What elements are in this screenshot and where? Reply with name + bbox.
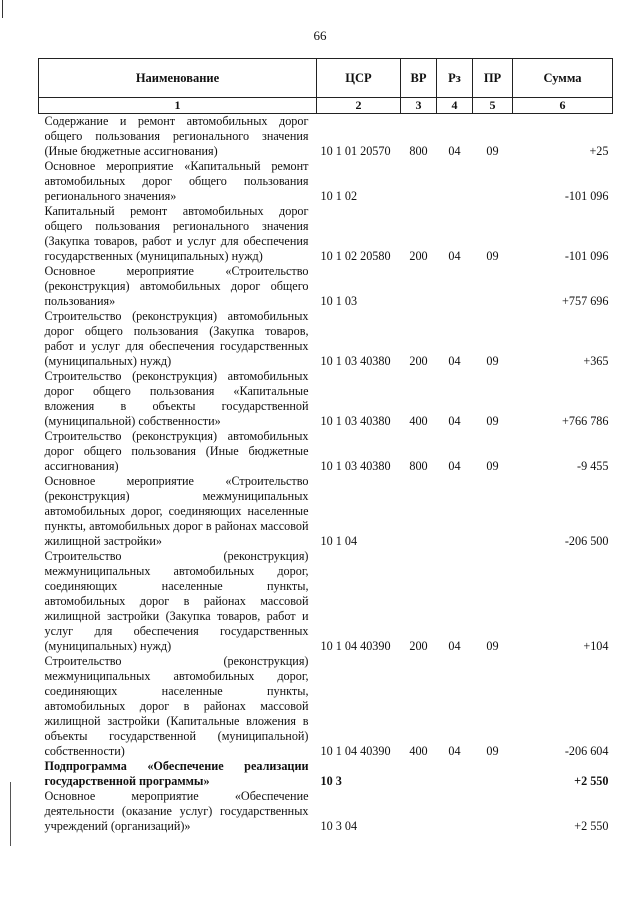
cell-csr: 10 1 03 40380 (320, 414, 391, 428)
cell-sum: -206 604 (564, 744, 609, 758)
cell-rz (437, 759, 473, 789)
cell-sum: +766 786 (562, 414, 609, 428)
header-pr: ПР (473, 59, 513, 98)
page-number: 66 (313, 28, 327, 43)
cell-vr (401, 759, 437, 789)
cell-name: Строительство (реконструкция) межмуниципальных автомобильных дорог, соединяющих населенные пункты, автомобильных дорог в районах массовой жилищной застройки (Капитальные вложения в объекты государственной (муниципальной) собственности) (44, 654, 309, 758)
cell-vr: 800 (409, 144, 428, 158)
cell-sum: -101 096 (564, 189, 609, 203)
edge-mark (2, 0, 3, 18)
cell-csr: 10 1 03 40380 (320, 354, 391, 368)
col-num-2: 2 (317, 98, 401, 114)
cell-name: Содержание и ремонт автомобильных дорог общего пользования регионального значения (Иные бюджетные ассигнования) (44, 114, 309, 158)
cell-pr: 09 (486, 459, 499, 473)
cell-vr (401, 264, 437, 309)
cell-pr: 09 (486, 414, 499, 428)
cell-rz: 04 (448, 414, 461, 428)
cell-pr: 09 (486, 354, 499, 368)
header-rz: Рз (437, 59, 473, 98)
cell-rz: 04 (448, 639, 461, 653)
cell-rz (437, 474, 473, 549)
cell-name: Строительство (реконструкция) автомобильных дорог общего пользования «Капитальные вложения в объекты государственной (муниципальной) собственности» (44, 369, 309, 428)
cell-rz: 04 (448, 744, 461, 758)
cell-rz: 04 (448, 144, 461, 158)
cell-csr: 10 1 02 (320, 189, 358, 203)
cell-vr: 400 (409, 414, 428, 428)
cell-sum: +365 (583, 354, 609, 368)
cell-sum: -9 455 (577, 459, 609, 473)
cell-name: Подпрограмма «Обеспечение реализации государственной программы» (44, 759, 309, 788)
cell-csr: 10 1 04 (320, 534, 358, 548)
table-row (39, 309, 613, 369)
cell-rz (437, 789, 473, 834)
cell-name: Основное мероприятие «Обеспечение деятельности (оказание услуг) государственных учреждений (организаций)» (44, 789, 309, 833)
cell-sum: +25 (589, 144, 609, 158)
cell-pr: 09 (486, 639, 499, 653)
cell-vr: 200 (409, 354, 428, 368)
table-row (39, 759, 613, 789)
cell-pr (473, 789, 513, 834)
cell-csr: 10 1 04 40390 (320, 744, 391, 758)
cell-pr: 09 (486, 249, 499, 263)
cell-name: Капитальный ремонт автомобильных дорог общего пользования регионального значения (Закупка товаров, работ и услуг для обеспечения государственных (муниципальных) нужд) (44, 204, 309, 263)
cell-vr (401, 789, 437, 834)
cell-name: Строительство (реконструкция) автомобильных дорог общего пользования (Иные бюджетные ассигнования) (44, 429, 309, 473)
cell-csr: 10 3 (320, 774, 342, 788)
cell-name: Строительство (реконструкция) межмуниципальных автомобильных дорог, соединяющих населенные пункты, автомобильных дорог в районах массовой жилищной застройки (Закупка товаров, работ и услуг для обеспечения государственных (муниципальных) нужд) (44, 549, 309, 653)
cell-sum: -206 500 (564, 534, 609, 548)
cell-pr (473, 159, 513, 204)
col-num-1: 1 (39, 98, 317, 114)
cell-vr: 200 (409, 639, 428, 653)
col-num-5: 5 (473, 98, 513, 114)
column-number-row (39, 98, 613, 114)
table-row (39, 204, 613, 264)
margin-mark (10, 782, 11, 846)
table-row (39, 789, 613, 834)
cell-sum: -101 096 (564, 249, 609, 263)
table-row (39, 549, 613, 654)
col-num-4: 4 (437, 98, 473, 114)
cell-rz: 04 (448, 354, 461, 368)
col-num-6: 6 (513, 98, 613, 114)
table-row (39, 159, 613, 204)
cell-csr: 10 1 03 40380 (320, 459, 391, 473)
cell-csr: 10 1 04 40390 (320, 639, 391, 653)
cell-sum: +757 696 (562, 294, 609, 308)
cell-vr: 800 (409, 459, 428, 473)
table-row (39, 264, 613, 309)
cell-vr: 200 (409, 249, 428, 263)
cell-sum: +2 550 (574, 819, 609, 833)
cell-csr: 10 1 03 (320, 294, 358, 308)
cell-csr: 10 1 01 20570 (320, 144, 391, 158)
cell-pr (473, 474, 513, 549)
cell-rz: 04 (448, 249, 461, 263)
table-row (39, 114, 613, 160)
header-row (39, 59, 613, 98)
cell-vr: 400 (409, 744, 428, 758)
cell-pr (473, 759, 513, 789)
cell-csr: 10 1 02 20580 (320, 249, 391, 263)
budget-table (38, 58, 613, 834)
table-row (39, 654, 613, 759)
header-name: Наименование (39, 59, 317, 98)
cell-rz: 04 (448, 459, 461, 473)
col-num-3: 3 (401, 98, 437, 114)
cell-vr (401, 159, 437, 204)
cell-rz (437, 159, 473, 204)
cell-vr (401, 474, 437, 549)
cell-rz (437, 264, 473, 309)
header-sum: Сумма (513, 59, 613, 98)
cell-csr: 10 3 04 (320, 819, 358, 833)
cell-pr: 09 (486, 144, 499, 158)
table-row (39, 474, 613, 549)
cell-name: Основное мероприятие «Капитальный ремонт автомобильных дорог общего пользования регионального значения» (44, 159, 309, 203)
header-csr: ЦСР (317, 59, 401, 98)
cell-name: Строительство (реконструкция) автомобильных дорог общего пользования (Закупка товаров, работ и услуг для обеспечения государственных (муниципальных) нужд) (44, 309, 309, 368)
cell-sum: +2 550 (574, 774, 609, 788)
cell-name: Основное мероприятие «Строительство (реконструкция) автомобильных дорог общего пользования» (44, 264, 309, 308)
cell-pr (473, 264, 513, 309)
cell-pr: 09 (486, 744, 499, 758)
table-row (39, 429, 613, 474)
header-vr: ВР (401, 59, 437, 98)
cell-name: Основное мероприятие «Строительство (реконструкция) межмуниципальных автомобильных дорог, соединяющих населенные пункты, автомобильных дорог в районах массовой жилищной застройки» (44, 474, 309, 548)
table-row (39, 369, 613, 429)
cell-sum: +104 (583, 639, 609, 653)
